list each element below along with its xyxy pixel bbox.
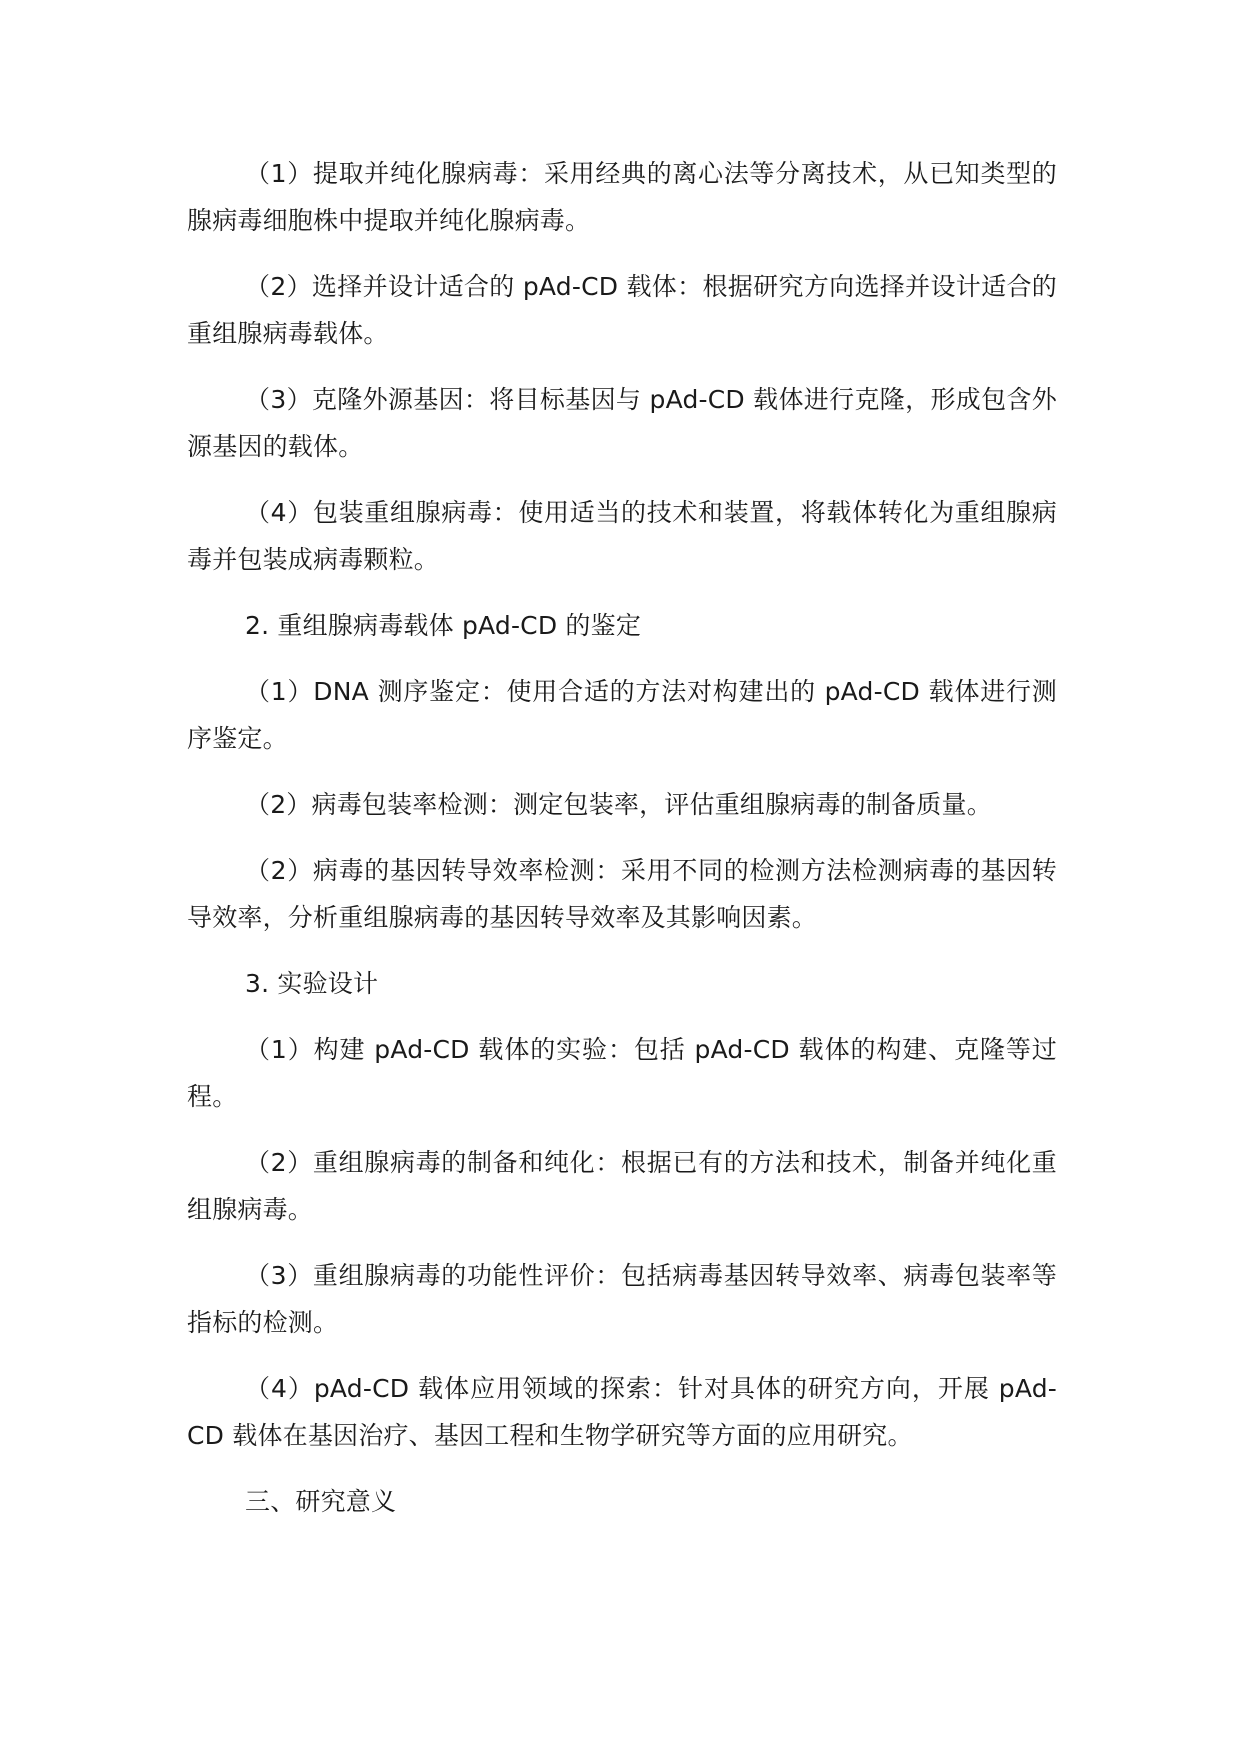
paragraph-5: （1）DNA 测序鉴定：使用合适的方法对构建出的 pAd-CD 载体进行测序鉴定。 — [187, 677, 1057, 753]
paragraph-1: （1）提取并纯化腺病毒：采用经典的离心法等分离技术，从已知类型的腺病毒细胞株中提取并纯化腺病毒。 — [187, 159, 1057, 235]
paragraph-3: （3）克隆外源基因：将目标基因与 pAd-CD 载体进行克隆，形成包含外源基因的载体。 — [187, 385, 1057, 461]
section-heading-significance: 三、研究意义 — [245, 1487, 397, 1516]
paragraph-2: （2）选择并设计适合的 pAd-CD 载体：根据研究方向选择并设计适合的重组腺病毒载体。 — [187, 272, 1057, 348]
paragraph-6: （2）病毒包装率检测：测定包装率，评估重组腺病毒的制备质量。 — [245, 790, 992, 819]
section-heading-identification: 2. 重组腺病毒载体 pAd-CD 的鉴定 — [245, 611, 642, 640]
paragraph-10: （3）重组腺病毒的功能性评价：包括病毒基因转导效率、病毒包装率等指标的检测。 — [187, 1261, 1057, 1337]
document-page — [187, 150, 1057, 1544]
paragraph-11: （4）pAd-CD 载体应用领域的探索：针对具体的研究方向，开展 pAd-CD 载体在基因治疗、基因工程和生物学研究等方面的应用研究。 — [187, 1374, 1057, 1450]
paragraph-7: （2）病毒的基因转导效率检测：采用不同的检测方法检测病毒的基因转导效率，分析重组腺病毒的基因转导效率及其影响因素。 — [187, 856, 1057, 932]
paragraph-4: （4）包装重组腺病毒：使用适当的技术和装置，将载体转化为重组腺病毒并包装成病毒颗粒。 — [187, 498, 1057, 574]
paragraph-8: （1）构建 pAd-CD 载体的实验：包括 pAd-CD 载体的构建、克隆等过程。 — [187, 1035, 1057, 1111]
section-heading-experiment-design: 3. 实验设计 — [245, 969, 379, 998]
paragraph-9: （2）重组腺病毒的制备和纯化：根据已有的方法和技术，制备并纯化重组腺病毒。 — [187, 1148, 1057, 1224]
